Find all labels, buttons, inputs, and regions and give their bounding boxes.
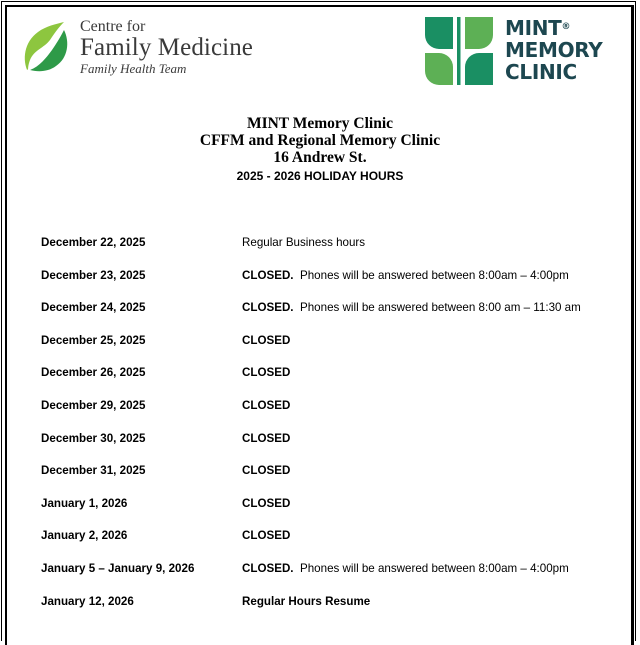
schedule-date: December 31, 2025	[41, 464, 146, 478]
holiday-hours-heading: 2025 - 2026 HOLIDAY HOURS	[236, 169, 404, 183]
mint-logo-line1: MINT	[505, 16, 562, 40]
schedule-row	[41, 268, 621, 301]
schedule-status: CLOSED	[242, 398, 291, 412]
schedule-date: January 12, 2026	[41, 594, 134, 608]
cffm-logo-line2: Family Medicine	[80, 34, 253, 61]
schedule-row	[41, 365, 621, 398]
schedule-status: CLOSED. Phones will be answered between 8:00am – 4:00pm	[242, 561, 569, 575]
mint-logo-line2: MEMORY	[505, 38, 603, 62]
schedule-row	[41, 235, 621, 268]
clinic-title: MINT Memory Clinic	[246, 115, 394, 132]
schedule-status: CLOSED. Phones will be answered between 8:00am – 4:00pm	[242, 268, 569, 282]
schedule-date: January 2, 2026	[41, 529, 128, 543]
schedule-table	[41, 235, 621, 626]
schedule-row	[41, 496, 621, 529]
schedule-status: CLOSED	[242, 496, 291, 510]
schedule-status: CLOSED	[242, 333, 291, 347]
cffm-logo	[18, 18, 258, 78]
schedule-row	[41, 333, 621, 366]
schedule-note: Phones will be answered between 8:00am – 4:00pm	[300, 561, 569, 575]
schedule-date: December 25, 2025	[41, 333, 146, 347]
schedule-date: December 29, 2025	[41, 398, 146, 412]
mint-logo-line3: CLINIC	[505, 60, 577, 84]
schedule-row	[41, 300, 621, 333]
clinic-subtitle: CFFM and Regional Memory Clinic	[199, 132, 441, 149]
registered-mark: ®	[561, 22, 571, 32]
cffm-logo-line1: Centre for	[80, 18, 146, 35]
schedule-row	[41, 594, 621, 627]
schedule-status: CLOSED	[242, 431, 291, 445]
schedule-note: Phones will be answered between 8:00am – 4:00pm	[300, 268, 569, 282]
schedule-date: December 30, 2025	[41, 431, 146, 445]
schedule-row	[41, 431, 621, 464]
schedule-date: January 1, 2026	[41, 496, 128, 510]
schedule-date: January 5 – January 9, 2026	[41, 561, 195, 575]
schedule-status: CLOSED	[242, 464, 291, 478]
schedule-row	[41, 463, 621, 496]
schedule-date: December 23, 2025	[41, 268, 146, 282]
clinic-address: 16 Andrew St.	[273, 149, 367, 166]
schedule-row	[41, 398, 621, 431]
schedule-date: December 24, 2025	[41, 301, 146, 315]
schedule-date: December 22, 2025	[41, 236, 146, 249]
schedule-status: CLOSED	[242, 529, 291, 543]
schedule-note: Regular Business hours	[242, 236, 366, 249]
schedule-row	[41, 528, 621, 561]
cffm-logo-line3: Family Health Team	[80, 61, 187, 76]
schedule-status: Regular Hours Resume	[242, 594, 371, 608]
schedule-note: Phones will be answered between 8:00 am – 11:30 am	[300, 301, 581, 315]
schedule-date: December 26, 2025	[41, 366, 146, 380]
schedule-status: CLOSED. Phones will be answered between 8:00 am – 11:30 am	[242, 301, 581, 315]
schedule-status	[242, 235, 365, 250]
mint-logo	[425, 17, 615, 85]
leaf-icon	[20, 20, 70, 76]
mint-petals-icon	[425, 17, 493, 85]
schedule-row	[41, 561, 621, 594]
schedule-status: CLOSED	[242, 366, 291, 380]
